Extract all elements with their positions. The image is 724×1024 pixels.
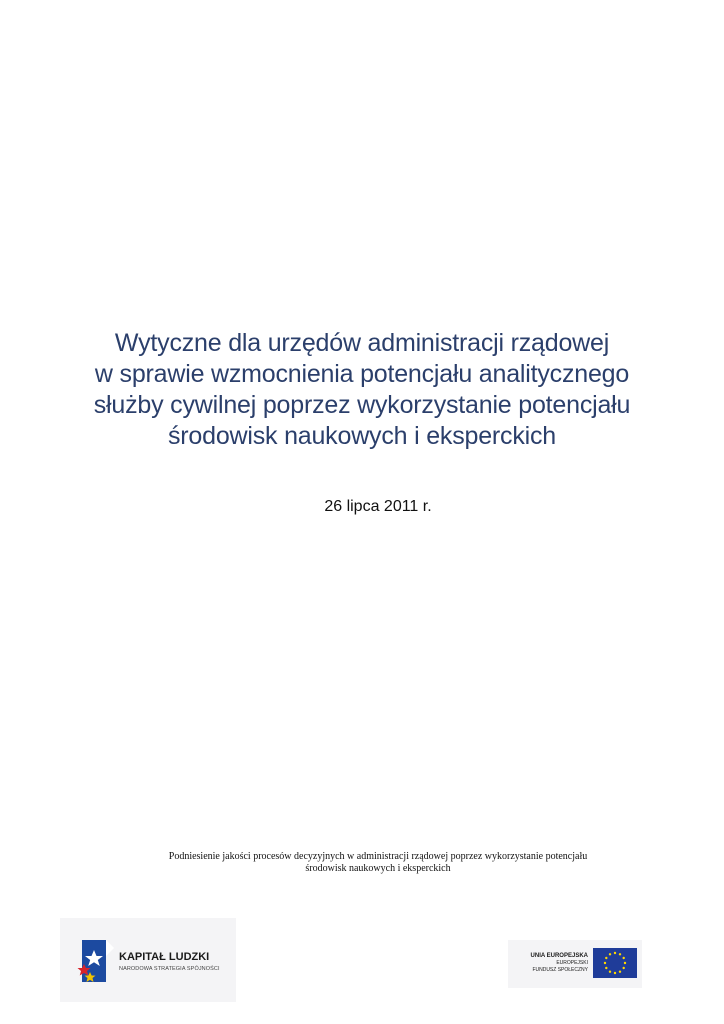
eu-social-fund-logo [508,940,642,988]
eu-logo-text [516,952,588,973]
title-line: w sprawie wzmocnienia potencjału analitycznego [94,360,630,388]
document-date: 26 lipca 2011 r. [324,498,432,515]
kapital-ludzki-name: KAPITAŁ LUDZKI [119,951,210,963]
eu-fund-label: EUROPEJSKI [556,960,588,966]
kapital-ludzki-logo [60,918,236,1002]
footer-note-line: Podniesienie jakości procesów decyzyjnych w administracji rządowej poprzez wykorzystanie potencjału [168,851,588,862]
title-line: Wytyczne dla urzędów administracji rządowej [114,329,610,357]
kapital-ludzki-emblem-icon [76,936,116,986]
project-footer-note [0,851,724,875]
kapital-ludzki-subtitle: NARODOWA STRATEGIA SPÓJNOŚCI [119,966,220,972]
document-title [0,328,724,452]
title-line: służby cywilnej poprzez wykorzystanie potencjału [93,391,631,419]
eu-fund-label: FUNDUSZ SPOŁECZNY [532,966,588,973]
eu-union-label: UNIA EUROPEJSKA [530,953,588,959]
eu-flag-icon [593,948,637,978]
title-line: środowisk naukowych i eksperckich [167,422,556,450]
footer-note-line: środowisk naukowych i eksperckich [305,863,451,874]
